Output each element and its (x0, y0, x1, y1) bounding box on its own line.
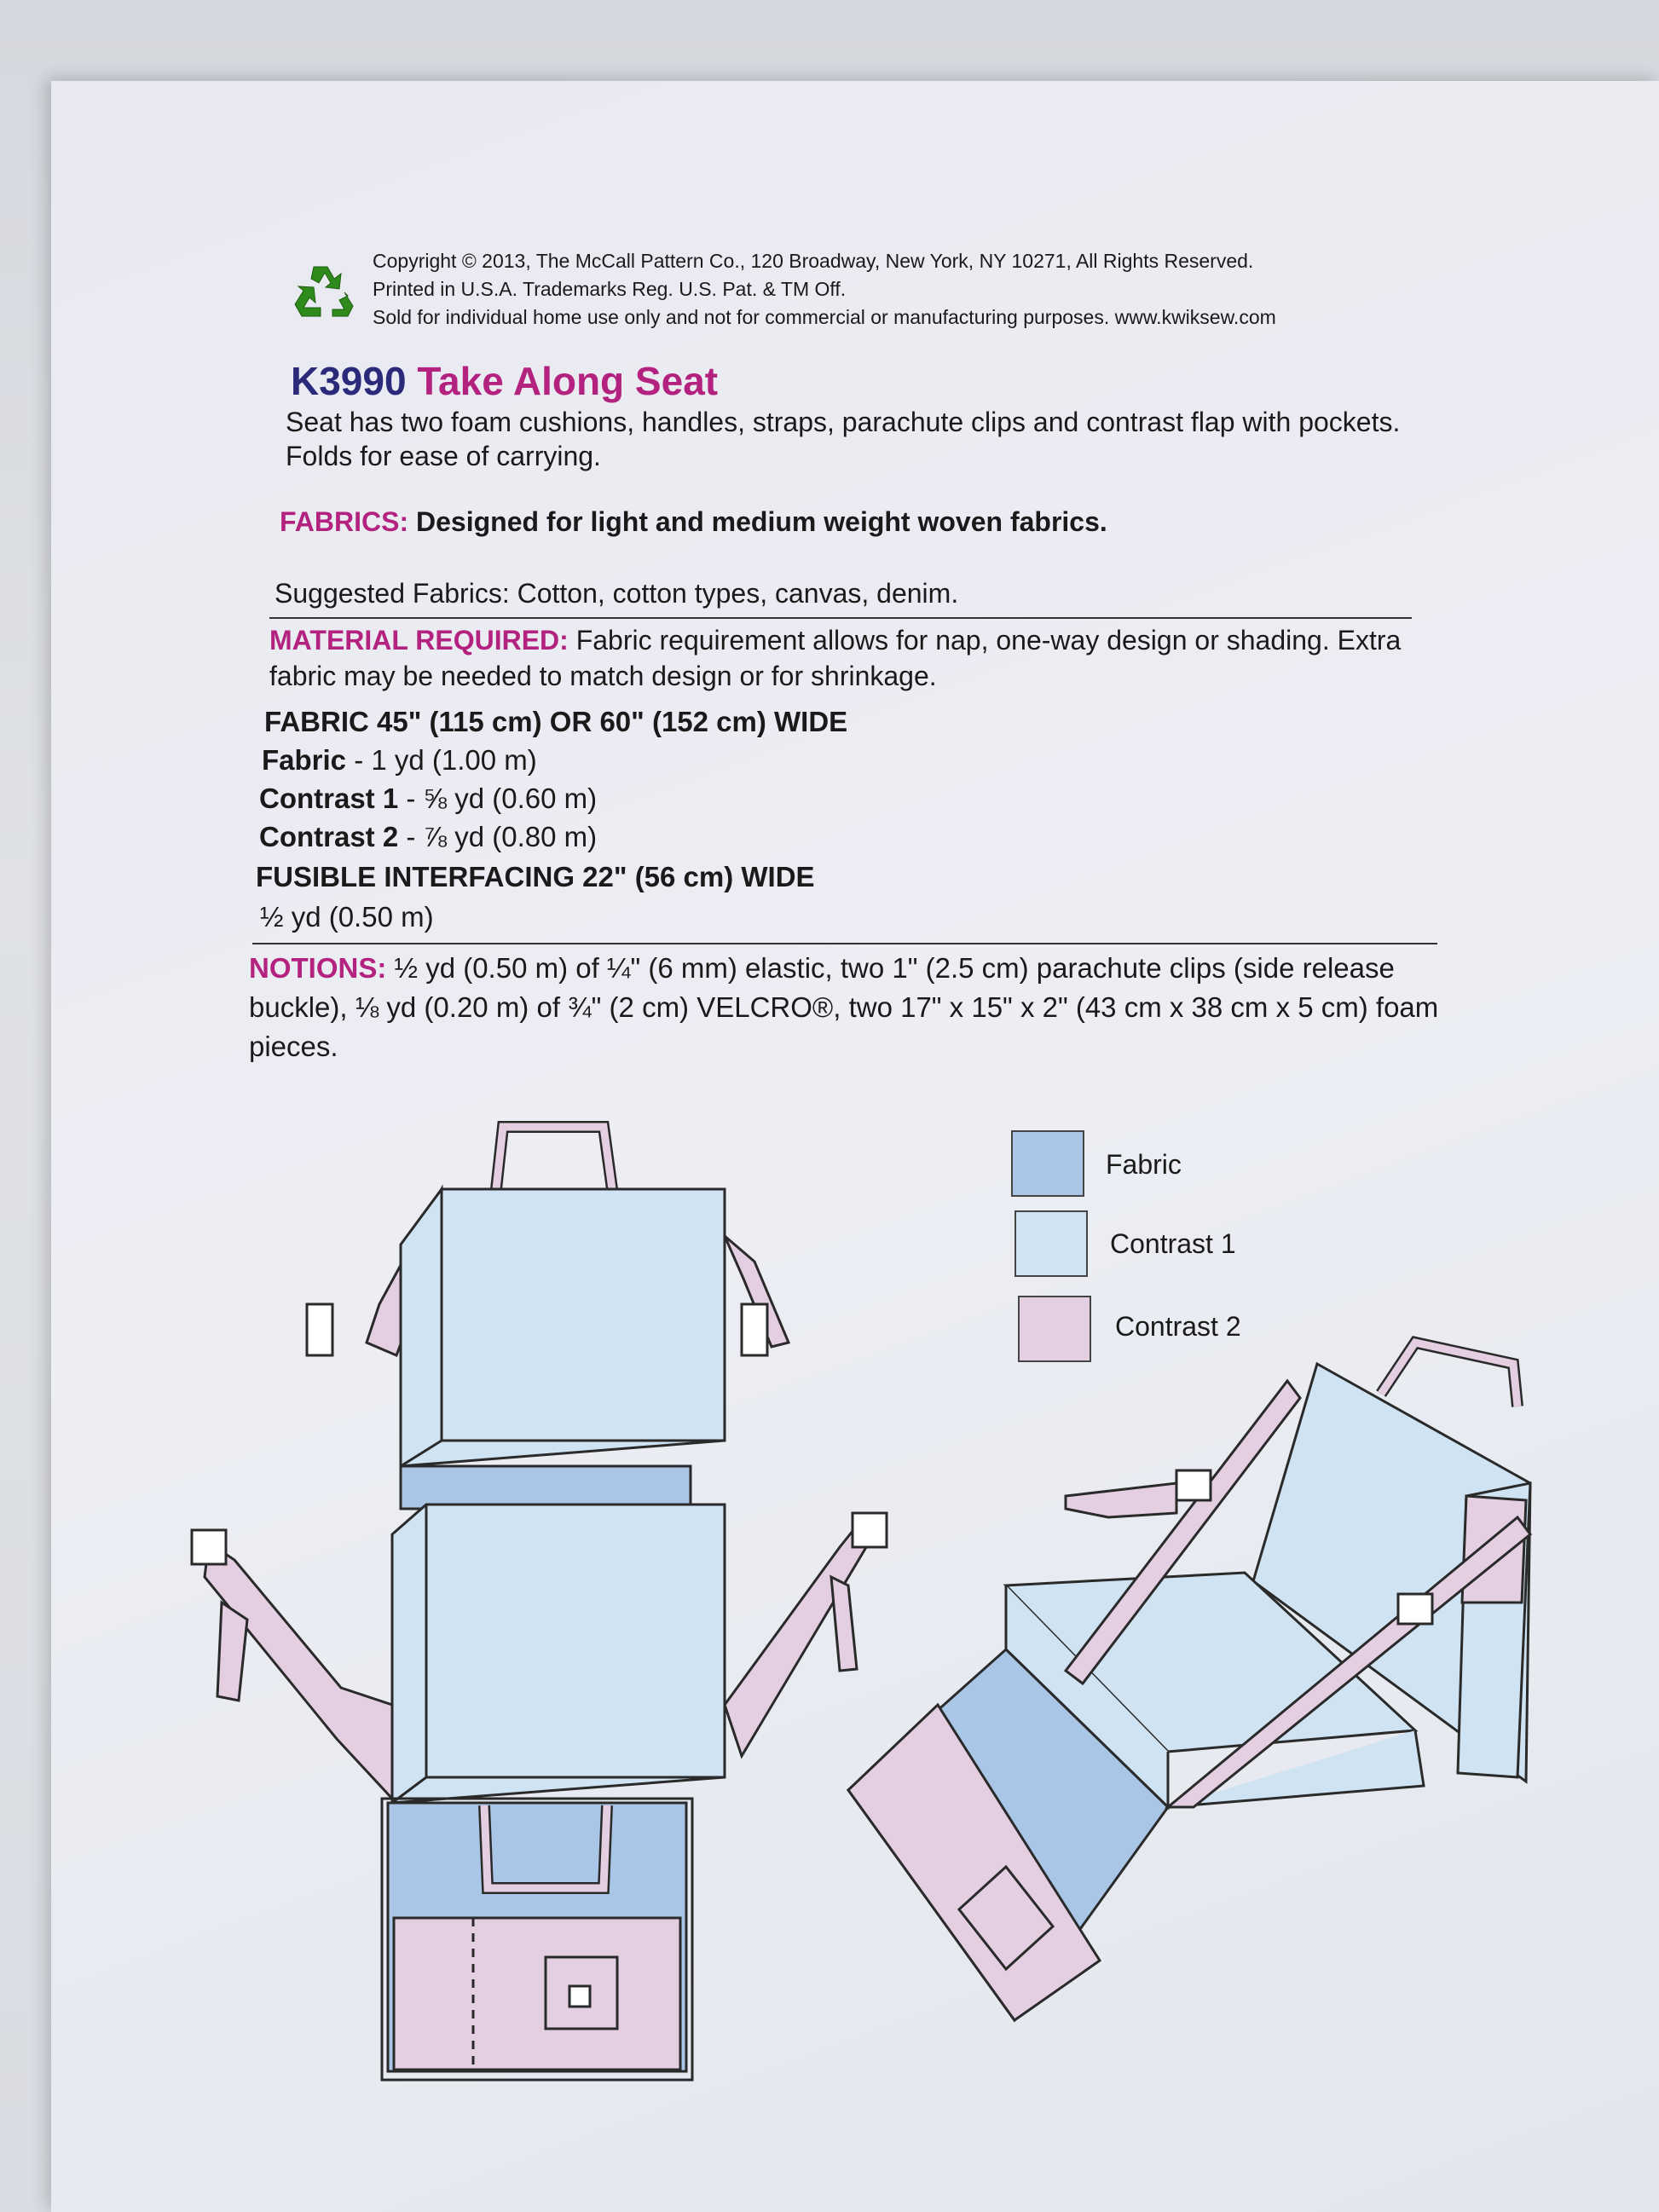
pattern-description: Seat has two foam cushions, handles, straps, parachute clips and contrast flap with pockets. Folds for ease of carrying. (286, 407, 1401, 471)
legend-label-contrast-1: Contrast 1 (1110, 1228, 1236, 1259)
notions-text: ½ yd (0.50 m) of ¼" (6 mm) elastic, two 1" (2.5 cm) parachute clips (side release buckle), ⅛ yd (0.20 m) of ¾" (2 cm) VELCRO®, two 17" x 15" x 2" (43 cm x 38 cm x 5 cm) foam pieces. (249, 952, 1439, 1062)
material-label: MATERIAL REQUIRED: (269, 625, 569, 656)
notions-label: NOTIONS: (249, 952, 387, 984)
fabric-width-heading: FABRIC 45" (115 cm) OR 60" (152 cm) WIDE (264, 706, 848, 737)
copyright-line-3: Sold for individual home use only and not for commercial or manufacturing purposes. www.kwiksew.com (373, 306, 1276, 328)
flat-seat-illustration (192, 1127, 887, 2080)
pattern-code: K3990 (291, 359, 407, 403)
copyright-line-1: Copyright © 2013, The McCall Pattern Co., 120 Broadway, New York, NY 10271, All Rights Reserved. (373, 250, 1254, 272)
pattern-name: Take Along Seat (417, 359, 719, 403)
material-item-name: Contrast 2 (259, 821, 399, 852)
fabrics-text: Designed for light and medium weight woven fabrics. (416, 506, 1107, 537)
legend-label-contrast-2: Contrast 2 (1115, 1311, 1241, 1342)
suggested-fabrics: Suggested Fabrics: Cotton, cotton types, canvas, denim. (275, 578, 959, 609)
material-item-amount: - ⅝ yd (0.60 m) (398, 783, 598, 814)
material-item-amount: - 1 yd (1.00 m) (346, 744, 537, 776)
material-item-amount: - ⅞ yd (0.80 m) (398, 821, 598, 852)
copyright-line-2: Printed in U.S.A. Trademarks Reg. U.S. Pat. & TM Off. (373, 278, 847, 300)
interfacing-amount: ½ yd (0.50 m) (260, 901, 434, 933)
fabrics-label: FABRICS: (280, 506, 409, 537)
material-item-name: Contrast 1 (259, 783, 399, 814)
legend-label-fabric: Fabric (1106, 1149, 1182, 1180)
interfacing-heading: FUSIBLE INTERFACING 22" (56 cm) WIDE (256, 861, 815, 892)
material-text: Fabric requirement allows for nap, one-way design or shading. Extra fabric may be needed to match design or for shrinkage. (269, 625, 1402, 691)
material-item-name: Fabric (262, 744, 347, 776)
folded-seat-illustration (848, 1343, 1530, 2020)
